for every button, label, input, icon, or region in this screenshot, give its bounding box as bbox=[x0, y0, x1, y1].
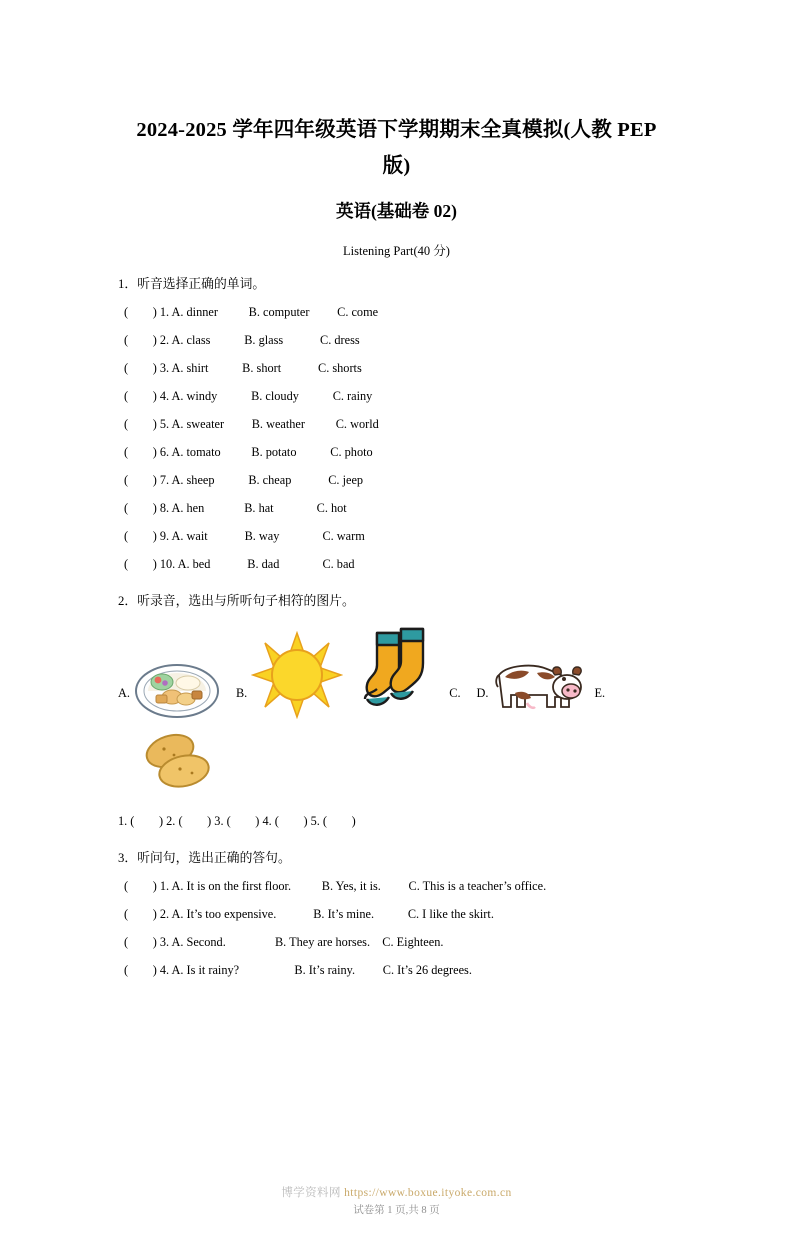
exam-page bbox=[0, 112, 793, 1234]
q2-picture-a bbox=[118, 647, 220, 723]
question-2-heading: 2．听录音，选出与所听句子相符的图片。 bbox=[118, 594, 355, 608]
q1-option-row: ( ) 6. A. tomato B. potato C. photo bbox=[124, 445, 373, 459]
q2-picture-b bbox=[236, 631, 343, 723]
page-number-footer: 试卷第 1 页,共 8 页 bbox=[353, 1205, 440, 1216]
listening-part-heading: Listening Part(40 分) bbox=[343, 244, 450, 258]
q1-option-row: ( ) 8. A. hen B. hat C. hot bbox=[124, 501, 347, 515]
q1-option-row: ( ) 3. A. shirt B. short C. shorts bbox=[124, 361, 362, 375]
q1-option-row: ( ) 5. A. sweater B. weather C. world bbox=[124, 417, 379, 431]
socks-icon bbox=[357, 623, 443, 723]
q1-option-row: ( ) 1. A. dinner B. computer C. come bbox=[124, 305, 379, 319]
q2-answer-line: 1. ( ) 2. ( ) 3. ( ) 4. ( ) 5. ( ) bbox=[118, 814, 356, 828]
q2-picture-row bbox=[118, 623, 675, 723]
q2-label-e: E. bbox=[594, 686, 606, 700]
watermark-brand: 博学资料网 bbox=[281, 1187, 341, 1199]
q1-option-row: ( ) 2. A. class B. glass C. dress bbox=[124, 333, 360, 347]
dinner-plate-icon bbox=[134, 647, 220, 723]
page-title bbox=[118, 112, 675, 184]
cow-icon bbox=[493, 657, 585, 723]
q2-picture-c bbox=[357, 623, 460, 723]
watermark bbox=[0, 1184, 793, 1200]
page-title-line2: 版) bbox=[382, 155, 411, 177]
page-title-line1: 2024-2025 学年四年级英语下学期期末全真模拟(人教 PEP bbox=[136, 119, 657, 141]
q3-option-row: ( ) 4. A. Is it rainy? B. It’s rainy. C. It’s 26 degrees. bbox=[124, 963, 472, 977]
q2-picture-d bbox=[477, 657, 606, 723]
q1-option-row: ( ) 9. A. wait B. way C. warm bbox=[124, 529, 365, 543]
watermark-url: https://www.boxue.ityoke.com.cn bbox=[344, 1187, 512, 1199]
q1-option-row: ( ) 4. A. windy B. cloudy C. rainy bbox=[124, 389, 373, 403]
q2-label-d: D. bbox=[476, 686, 489, 700]
q2-label-c: C. bbox=[449, 686, 461, 700]
q1-option-row: ( ) 7. A. sheep B. cheap C. jeep bbox=[124, 473, 364, 487]
page-subtitle: 英语(基础卷 02) bbox=[335, 201, 458, 221]
question-3-heading: 3．听问句，选出正确的答句。 bbox=[118, 851, 291, 865]
q2-picture-row-2 bbox=[140, 729, 675, 798]
q3-option-row: ( ) 2. A. It’s too expensive. B. It’s mine. C. I like the skirt. bbox=[124, 907, 494, 921]
potatoes-icon bbox=[140, 729, 675, 798]
q3-option-row: ( ) 1. A. It is on the first floor. B. Yes, it is. C. This is a teacher’s office. bbox=[124, 879, 547, 893]
q3-option-row: ( ) 3. A. Second. B. They are horses. C. Eighteen. bbox=[124, 935, 444, 949]
question-1-heading: 1．听音选择正确的单词。 bbox=[118, 277, 266, 291]
q1-option-row: ( ) 10. A. bed B. dad C. bad bbox=[124, 557, 355, 571]
sun-icon bbox=[251, 631, 343, 723]
q2-label-a: A. bbox=[118, 686, 130, 700]
q2-label-b: B. bbox=[235, 686, 248, 700]
